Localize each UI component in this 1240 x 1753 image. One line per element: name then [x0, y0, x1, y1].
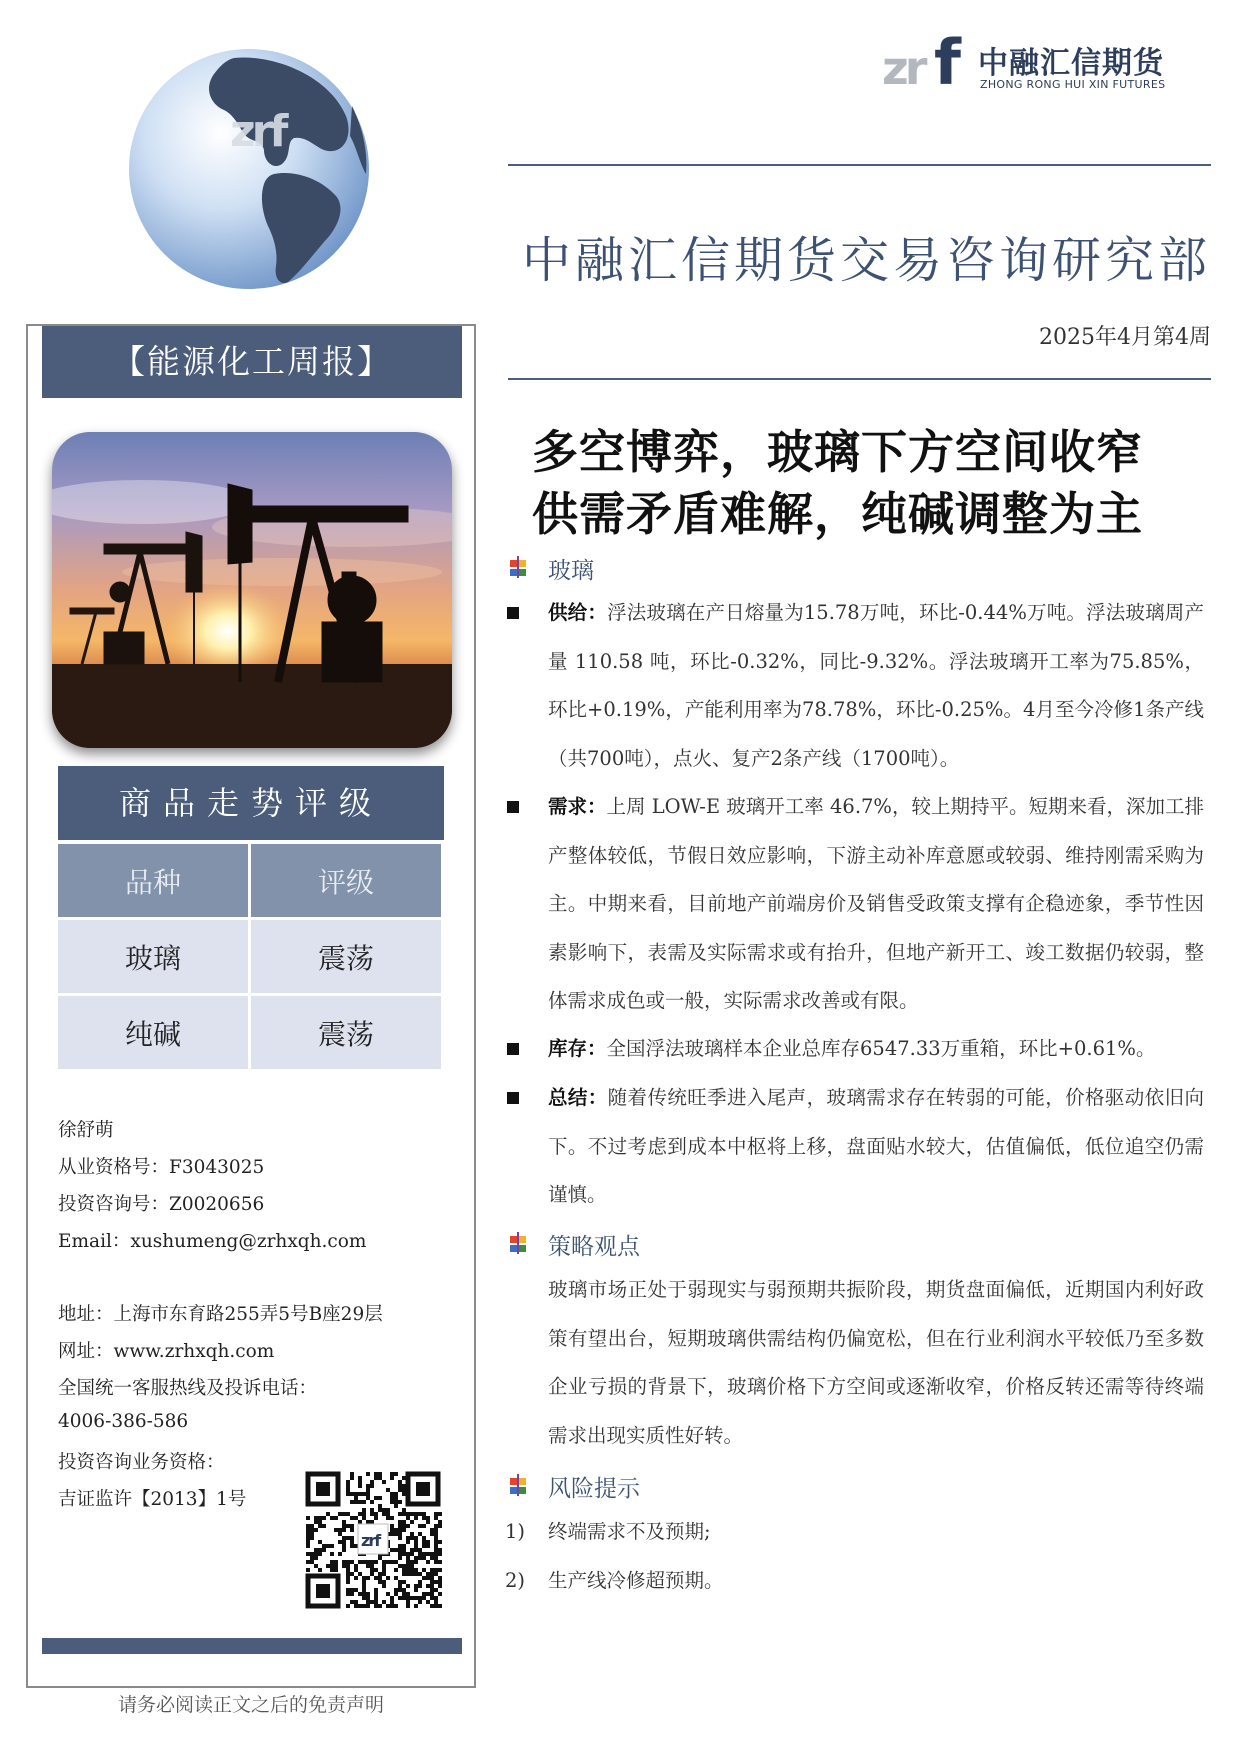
section-marker-icon: [508, 1232, 528, 1254]
glass-supply-paragraph: [548, 589, 1204, 783]
qr-code-icon: [304, 1470, 442, 1610]
glass-summary-paragraph: [548, 1074, 1204, 1220]
glass-demand-text: 上周 LOW-E 玻璃开工率 46.7%，较上期持平。短期来看，深加工排产整体较低，节假日效应影响，下游主动补库意愿或较弱、维持刚需采购为主。中期来看，目前地产前端房价及销售受政策支撑有企稳迹象，季节性因素影响下，表需及实际需求或有抬升，但地产新开工、竣工数据仍较弱，整体需求成色或一般，实际需求改善或有限。: [548, 795, 1204, 1012]
logo-name-cn: 中融汇信期货: [978, 46, 1164, 81]
section-marker-icon: [508, 556, 528, 578]
header-rule-top: [508, 164, 1211, 166]
table-row: [58, 920, 444, 996]
glass-inventory-paragraph: [548, 1025, 1204, 1074]
svg-text:zrf: zrf: [230, 106, 285, 157]
risk-number-1: 1): [505, 1520, 526, 1543]
risk-item-1: 终端需求不及预期;: [548, 1520, 711, 1543]
risk-number-2: 2): [505, 1569, 526, 1592]
rating-cell-rating: 震荡: [251, 920, 444, 996]
disclaimer-note: 请务必阅读正文之后的免责声明: [117, 1694, 384, 1716]
glass-summary-label: 总结：: [548, 1086, 608, 1109]
analyst-qualification: 从业资格号：F3043025: [58, 1157, 265, 1178]
table-row: [58, 996, 444, 1072]
report-date: 2025年4月第4周: [1039, 325, 1211, 350]
glass-demand-label: 需求：: [548, 795, 607, 818]
svg-text:f: f: [934, 32, 961, 94]
rating-table-header: [58, 844, 444, 920]
glass-inventory-label: 库存：: [548, 1037, 607, 1060]
department-title: 中融汇信期货交易咨询研究部: [521, 232, 1211, 289]
zrf-logo-icon: [882, 32, 982, 94]
section-title-strategy: 策略观点: [548, 1234, 640, 1260]
rating-table: [58, 844, 444, 1072]
bullet-icon: [507, 1043, 519, 1055]
globe-image: [124, 46, 374, 292]
company-website[interactable]: 网址：www.zrhxqh.com: [58, 1341, 275, 1362]
svg-text:zrf: zrf: [361, 1531, 380, 1550]
glass-supply-label: 供给：: [548, 601, 608, 624]
license-label: 投资咨询业务资格：: [58, 1452, 225, 1473]
headline-line-1: 多空博弈，玻璃下方空间收窄: [532, 425, 1143, 479]
sidebar-bottom-bar: [42, 1638, 462, 1654]
hotline-label: 全国统一客服热线及投诉电话：: [58, 1378, 318, 1399]
headline-line-2: 供需矛盾难解，纯碱调整为主: [532, 487, 1143, 541]
rating-cell-rating: 震荡: [251, 996, 444, 1072]
section-title-glass: 玻璃: [548, 558, 594, 584]
rating-header-variety: 品种: [58, 844, 251, 920]
glass-supply-text: 浮法玻璃在产日熔量为15.78万吨，环比-0.44%万吨。浮法玻璃周产量 110.58 吨，环比-0.32%，同比-9.32%。浮法玻璃开工率为75.85%，环比+0.19%，产能利用率为78.78%，环比-0.25%。4月至今冷修1条产线（共700吨），点火、复产2条产线（1700吨）。: [548, 601, 1204, 770]
oil-pump-photo: [52, 432, 452, 748]
glass-summary-text: 随着传统旺季进入尾声，玻璃需求存在转弱的可能，价格驱动依旧向下。不过考虑到成本中枢将上移，盘面贴水较大，估值偏低，低位追空仍需谨慎。: [548, 1086, 1204, 1206]
rating-cell-variety: 玻璃: [58, 920, 251, 996]
section-title-risk: 风险提示: [548, 1476, 640, 1502]
company-address: 地址：上海市东育路255弄5号B座29层: [58, 1304, 383, 1325]
strategy-paragraph: 玻璃市场正处于弱现实与弱预期共振阶段，期货盘面偏低，近期国内利好政策有望出台，短期玻璃供需结构仍偏宽松，但在行业利润水平较低乃至多数企业亏损的背景下，玻璃价格下方空间或逐渐收窄，价格反转还需等待终端需求出现实质性好转。: [548, 1278, 1204, 1447]
analyst-consult-no: 投资咨询号：Z0020656: [58, 1194, 265, 1215]
rating-cell-variety: 纯碱: [58, 996, 251, 1072]
logo-name-en: ZHONG RONG HUI XIN FUTURES: [980, 78, 1166, 91]
analyst-name: 徐舒萌: [58, 1120, 114, 1141]
sunset-pumpjack-icon: [52, 432, 452, 748]
bullet-icon: [507, 801, 519, 813]
analyst-email[interactable]: Email：xushumeng@zrhxqh.com: [58, 1231, 367, 1252]
header-rule-bottom: [508, 378, 1211, 380]
report-type-banner: 【能源化工周报】: [42, 326, 462, 398]
bullet-icon: [507, 607, 519, 619]
license-number: 吉证监许【2013】1号: [58, 1489, 247, 1510]
glass-inventory-text: 全国浮法玻璃样本企业总库存6547.33万重箱，环比+0.61%。: [606, 1037, 1156, 1060]
glass-demand-paragraph: [548, 783, 1204, 1026]
section-marker-icon: [508, 1474, 528, 1496]
svg-text:zr: zr: [882, 41, 924, 94]
hotline-number: 4006-386-586: [58, 1411, 189, 1432]
rating-banner: 商品走势评级: [58, 766, 444, 840]
risk-item-2: 生产线冷修超预期。: [548, 1569, 724, 1592]
company-logo: [882, 28, 1182, 98]
rating-header-rating: 评级: [251, 844, 444, 920]
bullet-icon: [507, 1092, 519, 1104]
